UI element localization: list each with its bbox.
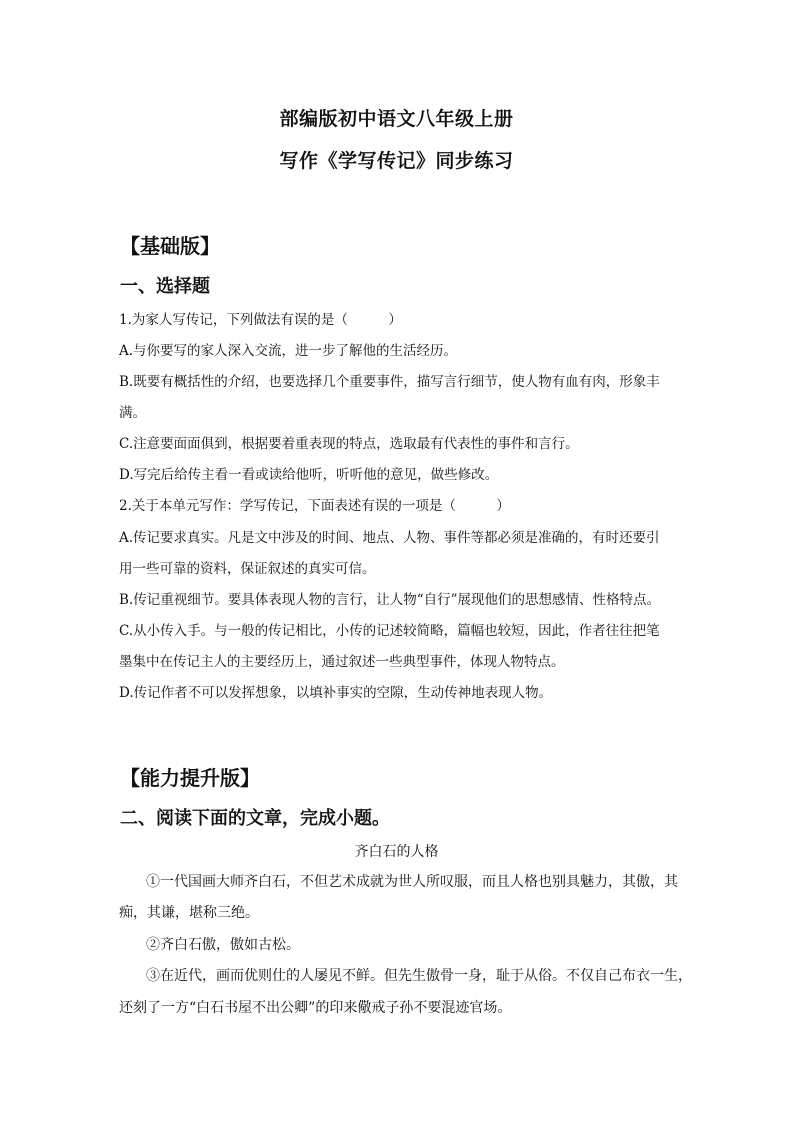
q2-option-b: B.传记重视细节。要具体表现人物的言行，让人物“自行”展现他们的思想感情、性格特点。 xyxy=(119,592,661,608)
q1-option-c: C.注意要面面俱到，根据要着重表现的特点，选取最有代表性的事件和言行。 xyxy=(119,436,579,452)
article-p3-line2: 还刻了一方“白石书屋不出公卿”的印来儆戒子孙不要混迹官场。 xyxy=(119,1000,512,1016)
q2-option-d: D.传记作者不可以发挥想象，以填补事实的空隙，生动传神地表现人物。 xyxy=(119,685,553,701)
q1-option-b-line2: 满。 xyxy=(119,405,146,421)
q2-option-a-line2: 用一些可靠的资料，保证叙述的真实可信。 xyxy=(119,561,376,577)
q2-option-c-line2: 墨集中在传记主人的主要经历上，通过叙述一些典型事件，体现人物特点。 xyxy=(119,654,565,670)
article-title: 齐白石的人格 xyxy=(354,844,439,860)
document-title: 部编版初中语文八年级上册 xyxy=(279,108,514,130)
document-subtitle: 写作《学写传记》同步练习 xyxy=(279,150,514,172)
q2-option-a-line1: A.传记要求真实。凡是文中涉及的时间、地点、人物、事件等都必须是准确的，有时还要引 xyxy=(119,530,660,546)
q1-option-a: A.与你要写的家人深入交流，进一步了解他的生活经历。 xyxy=(119,343,458,359)
q1-option-b-line1: B.既要有概括性的介绍，也要选择几个重要事件，描写言行细节，使人物有血有肉，形象丰 xyxy=(119,374,660,390)
q1-stem: 1.为家人写传记，下列做法有误的是（ ） xyxy=(119,312,402,328)
article-p3-line1: ③在近代，画而优则仕的人屡见不鲜。但先生傲骨一身，耻于从俗。不仅自己布衣一生， xyxy=(146,968,692,984)
q2-option-c-line1: C.从小传入手。与一般的传记相比，小传的记述较简略，篇幅也较短，因此，作者往往把笔 xyxy=(119,623,660,639)
q1-option-d: D.写完后给传主看一看或读给他听，听听他的意见，做些修改。 xyxy=(119,467,499,483)
article-p1-line1: ①一代国画大师齐白石，不但艺术成就为世人所叹服，而且人格也别具魅力，其傲，其 xyxy=(146,874,678,890)
basic-section-label: 【基础版】 xyxy=(120,234,220,258)
reading-part-heading: 二、阅读下面的文章，完成小题。 xyxy=(120,808,390,829)
q2-stem: 2.关于本单元写作：学写传记，下面表述有误的一项是（ ） xyxy=(119,498,510,514)
choice-part-heading: 一、选择题 xyxy=(120,276,210,297)
advanced-section-label: 【能力提升版】 xyxy=(120,766,260,790)
article-p1-line2: 痴，其谦，堪称三绝。 xyxy=(119,905,259,921)
article-p2: ②齐白石傲，傲如古松。 xyxy=(146,937,300,953)
